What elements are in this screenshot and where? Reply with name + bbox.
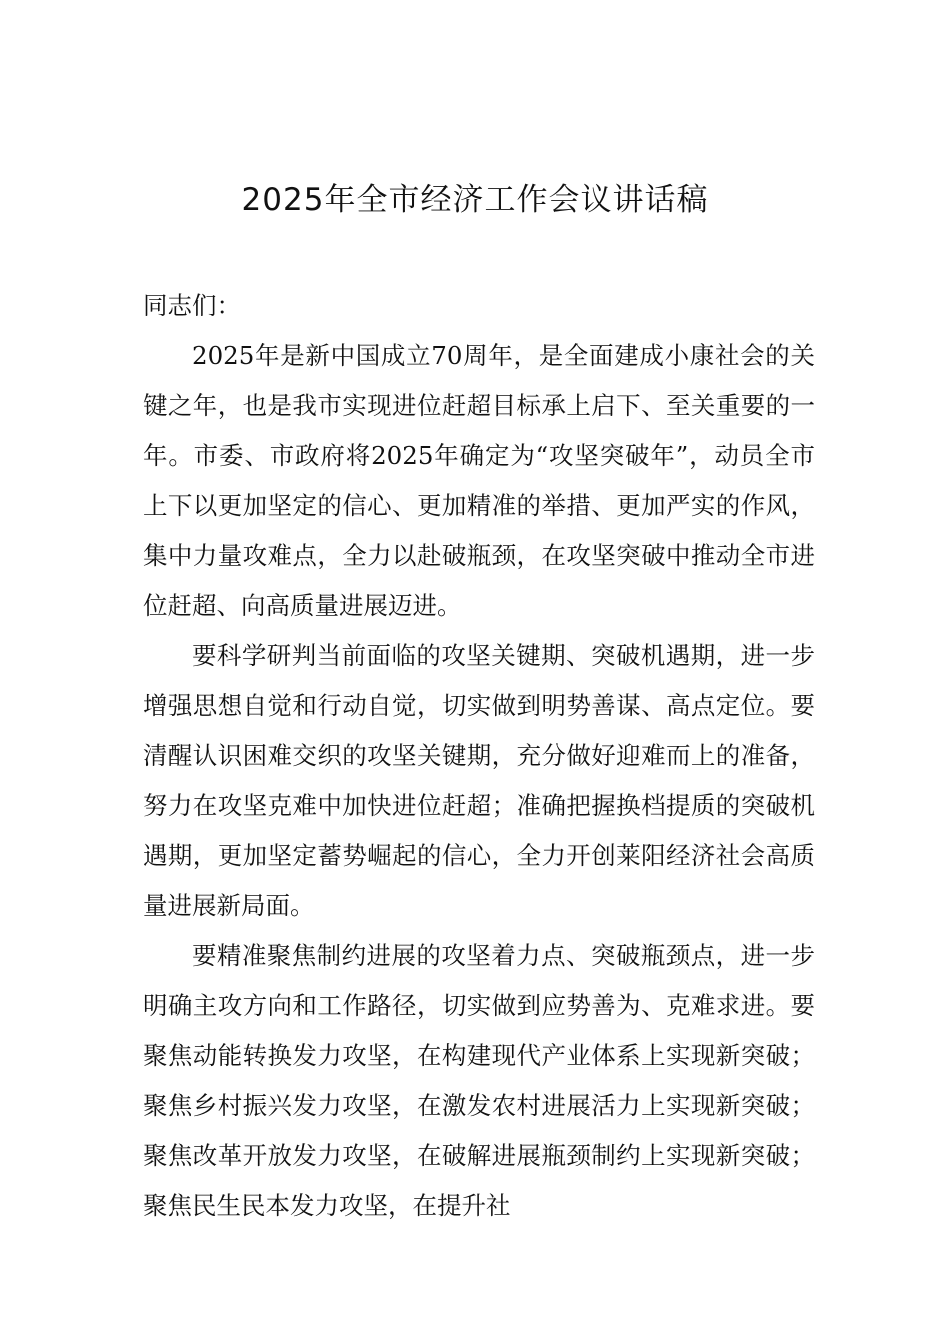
paragraph-1: 2025年是新中国成立70周年，是全面建成小康社会的关键之年，也是我市实现进位赶超目标承上启下、至关重要的一年。市委、市政府将2025年确定为“攻坚突破年”，动员全市上下以更加坚定的信心、更加精准的举措、更加严实的作风，集中力量攻难点，全力以赴破瓶颈，在攻坚突破中推动全市进位赶超、向高质量进展迈进。: [143, 341, 815, 620]
paragraph-3: 要精准聚焦制约进展的攻坚着力点、突破瓶颈点，进一步明确主攻方向和工作路径，切实做到应势善为、克难求进。要聚焦动能转换发力攻坚，在构建现代产业体系上实现新突破；聚焦乡村振兴发力攻坚，在激发农村进展活力上实现新突破；聚焦改革开放发力攻坚，在破解进展瓶颈制约上实现新突破；聚焦民生民本发力攻坚，在提升社: [143, 941, 815, 1220]
salutation: 同志们：: [143, 291, 241, 320]
document-title: 2025年全市经济工作会议讲话稿: [241, 182, 709, 218]
document-body: [143, 281, 815, 1231]
paragraph-2: 要科学研判当前面临的攻坚关键期、突破机遇期，进一步增强思想自觉和行动自觉，切实做到明势善谋、高点定位。要清醒认识困难交织的攻坚关键期，充分做好迎难而上的准备，努力在攻坚克难中加快进位赶超；准确把握换档提质的突破机遇期，更加坚定蓄势崛起的信心，全力开创莱阳经济社会高质量进展新局面。: [143, 641, 815, 920]
